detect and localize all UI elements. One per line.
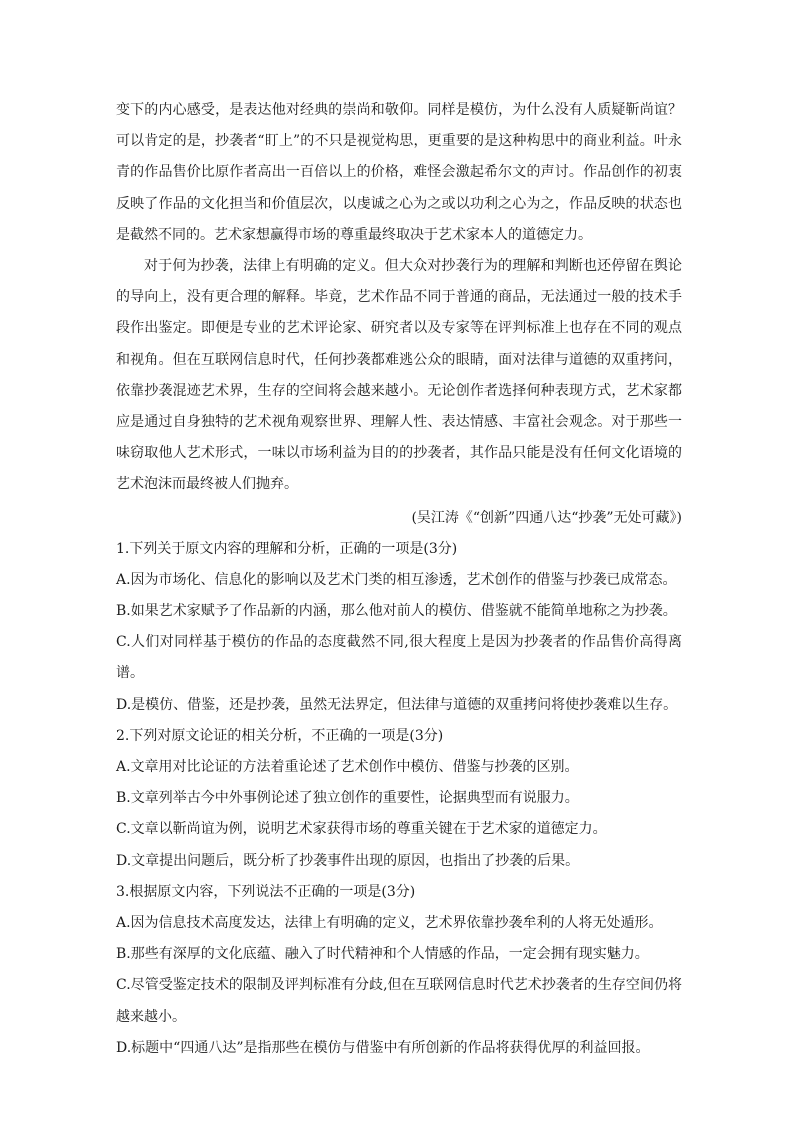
question-stem: 1.下列关于原文内容的理解和分析，正确的一项是(3分) [116,540,458,557]
question-option-d: D.标题中“四通八达”是指那些在模仿与借鉴中有所创新的作品将获得优厚的利益回报。 [116,1039,650,1056]
question-option-a: A.文章用对比论证的方法着重论述了艺术创作中模仿、借鉴与抄袭的区别。 [116,759,579,776]
question-stem: 3.根据原文内容，下列说法不正确的一项是(3分) [116,883,416,900]
article-paragraph: 对于何为抄袭，法律上有明确的定义。但大众对抄袭行为的理解和判断也还停留在舆论的导向上，没有更合理的解释。毕竟，艺术作品不同于普通的商品，无法通过一般的技术手段作出鉴定。即便是专业的艺术评论家、研究者以及专家等在评判标准上也存在不同的观点和视角。但在互联网信息时代，任何抄袭都难逃公众的眼睛，面对法律与道德的双重拷问，依靠抄袭混迹艺术界，生存的空间将会越来越小。无论创作者选择何种表现方式，艺术家都应是通过自身独特的艺术视角观察世界、理解人性、表达情感、丰富社会观念。对于那些一味窃取他人艺术形式，一味以市场利益为目的的抄袭者，其作品只能是没有任何文化语境的艺术泡沫而最终被人们抛弃。 [116,258,682,493]
question-3 [116,877,682,1064]
question-option-a: A.因为市场化、信息化的影响以及艺术门类的相互渗透，艺术创作的借鉴与抄袭已成常态。 [116,571,677,588]
article-body [116,95,682,501]
question-option-d: D.是模仿、借鉴，还是抄袭，虽然无法界定，但法律与道德的双重拷问将使抄袭难以生存。 [116,696,678,713]
question-option-a: A.因为信息技术高度发达，法律上有明确的定义，艺术界依靠抄袭牟利的人将无处遁形。 [116,915,663,932]
question-option-b: B.文章列举古今中外事例论述了独立创作的重要性，论据典型而有说服力。 [116,790,579,807]
article-citation: (吴江涛《“创新”四通八达“抄袭”无处可藏》) [411,509,682,526]
question-option-c: C.人们对同样基于模仿的作品的态度截然不同,很大程度上是因为抄袭者的作品售价高得离谱。 [116,634,682,682]
question-option-c: C.尽管受鉴定技术的限制及评判标准有分歧,但在互联网信息时代艺术抄袭者的生存空间仍将越来越小。 [116,977,682,1025]
question-2 [116,721,682,877]
question-option-c: C.文章以靳尚谊为例，说明艺术家获得市场的尊重关键在于艺术家的道德定力。 [116,821,607,838]
document-content [116,95,682,1064]
question-option-d: D.文章提出问题后，既分析了抄袭事件出现的原因，也指出了抄袭的后果。 [116,852,580,869]
question-stem: 2.下列对原文论证的相关分析，不正确的一项是(3分) [116,727,444,744]
question-option-b: B.那些有深厚的文化底蕴、融入了时代精神和个人情感的作品，一定会拥有现实魅力。 [116,946,649,963]
question-1 [116,534,682,721]
article-paragraph: 变下的内心感受，是表达他对经典的崇尚和敬仰。同样是模仿，为什么没有人质疑靳尚谊？可以肯定的是，抄袭者“盯上”的不只是视觉构思，更重要的是这种构思中的商业利益。叶永青的作品售价比原作者高出一百倍以上的价格，难怪会激起希尔文的声讨。作品创作的初衷反映了作品的文化担当和价值层次，以虔诚之心为之或以功利之心为之，作品反映的状态也是截然不同的。艺术家想赢得市场的尊重最终取决于艺术家本人的道德定力。 [116,102,682,243]
question-option-b: B.如果艺术家赋予了作品新的内涵，那么他对前人的模仿、借鉴就不能简单地称之为抄袭。 [116,603,677,620]
